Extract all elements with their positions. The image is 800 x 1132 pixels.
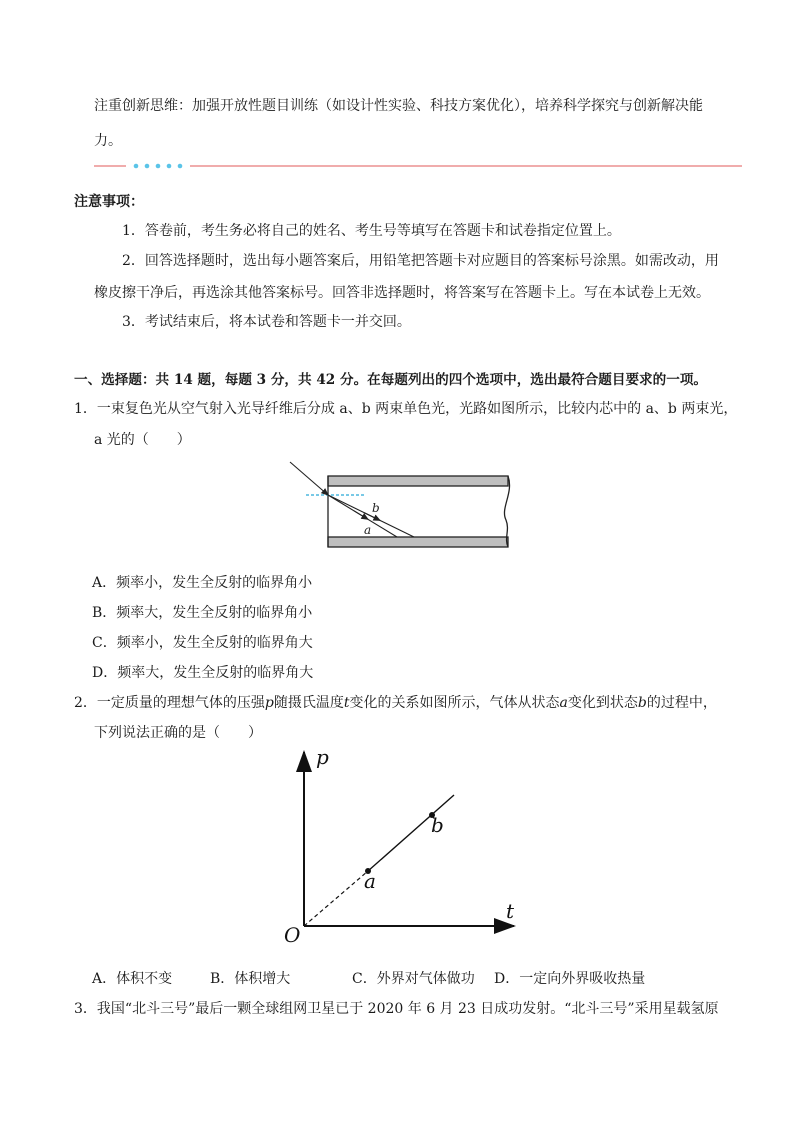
notice-item-2: 2．回答选择题时，选出每小题答案后，用铅笔把答题卡对应题目的答案标号涂黑。如需改动，用 [122,253,719,269]
q2-var-p: p [264,695,274,711]
notice-item-2-cont: 橡皮擦干净后，再选涂其他答案标号。回答非选择题时，将答案写在答题卡上。写在本试卷上无效。 [94,285,710,301]
notice-item-1: 1．答卷前，考生务必将自己的姓名、考生号等填写在答题卡和试卷指定位置上。 [122,223,621,239]
q1-fiber-figure [284,458,524,558]
divider-dot [156,164,161,169]
label-a: a [364,523,372,537]
notice-item-3: 3．考试结束后，将本试卷和答题卡一并交回。 [122,314,411,330]
q1-stem-line-1: 1．一束复色光从空气射入光导纤维后分成 a、b 两束单色光，光路如图所示，比较内芯中的 a、b 两束光， [74,401,738,417]
graph-axis-y-label: p [316,745,329,769]
q2-option-d: D．一定向外界吸收热量 [494,971,646,987]
q1-option-d: D．频率大，发生全反射的临界角大 [92,665,314,681]
q2-options-row [92,969,645,989]
q2-text-2: 随摄氏温度 [273,695,344,711]
q2-option-a: A．体积不变 [92,971,173,987]
q2-var-b: b [637,695,647,711]
incident-ray [290,462,328,495]
q2-stem-line-2: 下列说法正确的是（ ） [94,725,262,741]
q2-option-c: C．外界对气体做功 [352,971,475,987]
q2-text-5: 的过程中， [646,695,717,711]
dashed-extension [304,871,368,926]
divider-dot [145,164,150,169]
graph-point-a-label: a [364,869,376,893]
q2-var-a: a [559,695,568,711]
divider-dot [167,164,172,169]
intro-line-2: 力。 [94,133,122,149]
q2-pt-graph [276,740,536,950]
q2-text-4: 变化到状态 [567,695,638,711]
q1-stem-line-2: a 光的（ ） [94,432,191,448]
graph-point-b-label: b [431,813,444,837]
divider-dot [134,164,139,169]
q2-stem-line-1 [74,693,717,713]
label-b: b [372,501,380,515]
section-heading: 一、选择题：共 14 题，每题 3 分，共 42 分。在每题列出的四个选项中，选出最符合题目要求的一项。 [74,372,708,388]
fiber-cladding-top [328,476,508,486]
q2-var-t: t [343,695,350,711]
q1-option-a: A．频率小，发生全反射的临界角小 [92,575,313,591]
notice-heading: 注意事项： [74,194,144,210]
q2-text-3: 变化的关系如图所示，气体从状态 [349,695,560,711]
ray-a-arrow [354,511,368,520]
q2-text-1: 2．一定质量的理想气体的压强 [74,695,265,711]
fiber-cladding-bottom [328,537,508,547]
graph-origin-label: O [284,923,301,947]
intro-line-1: 注重创新思维：加强开放性题目训练（如设计性实验、科技方案优化），培养科学探究与创新解决能 [94,98,703,114]
q3-stem-line-1: 3．我国“北斗三号”最后一颗全球组网卫星已于 2020 年 6 月 23 日成功发射。“北斗三号”采用星载氢原 [74,1001,719,1017]
section-divider [0,157,800,177]
q1-option-c: C．频率小，发生全反射的临界角大 [92,635,313,651]
graph-axis-x-label: t [506,899,515,923]
q2-option-b: B．体积增大 [210,971,291,987]
divider-dot [178,164,183,169]
q1-option-b: B．频率大，发生全反射的临界角小 [92,605,313,621]
